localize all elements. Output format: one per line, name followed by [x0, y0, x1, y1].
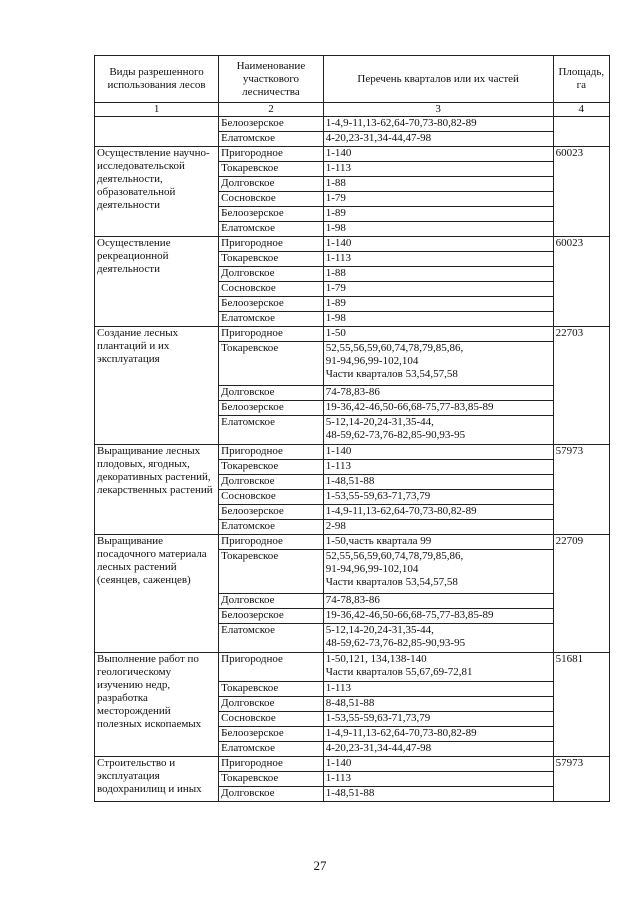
- forestry-cell: Пригородное: [219, 757, 324, 772]
- forestry-cell: Пригородное: [219, 237, 324, 252]
- quarters-cell: [323, 757, 553, 772]
- quarters-line: 1-88: [325, 267, 346, 279]
- use-type-cell: [95, 117, 219, 147]
- area-cell: 60023: [553, 237, 609, 327]
- forestry-cell: Долговское: [219, 386, 324, 401]
- quarters-cell: [323, 594, 553, 609]
- quarters-cell: [323, 147, 553, 162]
- quarters-cell: [323, 653, 553, 682]
- quarters-line: 52,55,56,59,60,74,78,79,85,86,: [325, 342, 464, 354]
- quarters-line: 5-12,14-20,24-31,35-44,: [325, 416, 434, 428]
- quarters-cell: [323, 742, 553, 757]
- quarters-line: 1-48,51-88: [325, 475, 375, 487]
- quarters-line: 91-94,96,99-102,104: [325, 355, 419, 367]
- forestry-cell: Долговское: [219, 697, 324, 712]
- forestry-cell: Белоозерское: [219, 609, 324, 624]
- quarters-line: 1-79: [325, 282, 346, 294]
- quarters-cell: [323, 712, 553, 727]
- quarters-cell: [323, 535, 553, 550]
- table-row: [95, 653, 610, 682]
- forestry-cell: Елатомское: [219, 742, 324, 757]
- quarters-line: 1-113: [325, 252, 352, 264]
- table-row: [95, 327, 610, 342]
- quarters-cell: [323, 787, 553, 802]
- forestry-cell: Сосновское: [219, 282, 324, 297]
- forestry-cell: Токаревское: [219, 682, 324, 697]
- quarters-cell: [323, 386, 553, 401]
- forestry-cell: Долговское: [219, 177, 324, 192]
- quarters-cell: [323, 252, 553, 267]
- use-type-cell: Создание лесных плантаций и их эксплуатация: [95, 327, 219, 445]
- forestry-cell: Белоозерское: [219, 297, 324, 312]
- quarters-cell: [323, 697, 553, 712]
- column-number-row: [95, 103, 610, 117]
- quarters-cell: [323, 416, 553, 445]
- quarters-line: 1-4,9-11,13-62,64-70,73-80,82-89: [325, 117, 477, 129]
- quarters-cell: [323, 207, 553, 222]
- quarters-line: 1-98: [325, 312, 346, 324]
- quarters-cell: [323, 520, 553, 535]
- quarters-line: 1-98: [325, 222, 346, 234]
- quarters-cell: [323, 267, 553, 282]
- quarters-line: 1-53,55-59,63-71,73,79: [325, 712, 431, 724]
- table-row: [95, 757, 610, 772]
- use-type-cell: Строительство и эксплуатация водохранилищ и иных: [95, 757, 219, 802]
- quarters-cell: [323, 505, 553, 520]
- quarters-line: 1-113: [325, 682, 352, 694]
- area-cell: 60023: [553, 147, 609, 237]
- quarters-line: 52,55,56,59,60,74,78,79,85,86,: [325, 550, 464, 562]
- forestry-cell: Токаревское: [219, 550, 324, 594]
- quarters-cell: [323, 297, 553, 312]
- quarters-cell: [323, 445, 553, 460]
- quarters-cell: [323, 162, 553, 177]
- quarters-line: 1-48,51-88: [325, 787, 375, 799]
- use-type-cell: Осуществление рекреационной деятельности: [95, 237, 219, 327]
- quarters-line: 74-78,83-86: [325, 594, 380, 606]
- quarters-line: 8-48,51-88: [325, 697, 375, 709]
- forestry-cell: Пригородное: [219, 445, 324, 460]
- forestry-cell: Белоозерское: [219, 505, 324, 520]
- quarters-cell: [323, 282, 553, 297]
- quarters-line: 1-140: [325, 757, 352, 769]
- quarters-cell: [323, 772, 553, 787]
- quarters-cell: [323, 342, 553, 386]
- quarters-line: 2-98: [325, 520, 346, 532]
- quarters-cell: [323, 117, 553, 132]
- column-number: 3: [323, 103, 553, 117]
- forestry-cell: Долговское: [219, 475, 324, 490]
- quarters-line: 1-140: [325, 147, 352, 159]
- forestry-cell: Токаревское: [219, 162, 324, 177]
- quarters-line: 5-12,14-20,24-31,35-44,: [325, 624, 434, 636]
- forestry-cell: Елатомское: [219, 416, 324, 445]
- table-header-row: [95, 56, 610, 103]
- area-cell: 22709: [553, 535, 609, 653]
- forestry-cell: Долговское: [219, 267, 324, 282]
- header-forestry: Наименование участкового лесничества: [219, 56, 324, 103]
- forestry-cell: Пригородное: [219, 653, 324, 682]
- forestry-cell: Долговское: [219, 787, 324, 802]
- quarters-cell: [323, 312, 553, 327]
- header-use-type: Виды разрешенного использования лесов: [95, 56, 219, 103]
- quarters-line: 1-50,часть квартала 99: [325, 535, 432, 547]
- quarters-cell: [323, 475, 553, 490]
- forestry-cell: Елатомское: [219, 222, 324, 237]
- use-type-cell: Выполнение работ по геологическому изучению недр, разработка месторождений полезных ископаемых: [95, 653, 219, 757]
- column-number: 4: [553, 103, 609, 117]
- forestry-cell: Токаревское: [219, 342, 324, 386]
- table-row: [95, 535, 610, 550]
- quarters-line: 1-53,55-59,63-71,73,79: [325, 490, 431, 502]
- forest-use-table: [94, 55, 610, 802]
- forestry-cell: Токаревское: [219, 252, 324, 267]
- quarters-line: Части кварталов 55,67,69-72,81: [325, 666, 473, 678]
- page-number: 27: [313, 858, 327, 873]
- quarters-line: 1-4,9-11,13-62,64-70,73-80,82-89: [325, 505, 477, 517]
- forestry-cell: Елатомское: [219, 624, 324, 653]
- area-cell: [553, 117, 609, 147]
- forestry-cell: Елатомское: [219, 312, 324, 327]
- forestry-cell: Сосновское: [219, 490, 324, 505]
- forestry-cell: Пригородное: [219, 147, 324, 162]
- header-area: Площадь, га: [553, 56, 609, 103]
- quarters-line: 48-59,62-73,76-82,85-90,93-95: [325, 429, 466, 441]
- quarters-line: 1-113: [325, 162, 352, 174]
- quarters-line: 1-113: [325, 772, 352, 784]
- forestry-cell: Сосновское: [219, 192, 324, 207]
- forestry-cell: Сосновское: [219, 712, 324, 727]
- quarters-cell: [323, 550, 553, 594]
- quarters-line: Части кварталов 53,54,57,58: [325, 368, 458, 380]
- quarters-cell: [323, 327, 553, 342]
- table-row: [95, 117, 610, 132]
- quarters-line: 1-140: [325, 445, 352, 457]
- quarters-line: 1-88: [325, 177, 346, 189]
- quarters-line: 1-50: [325, 327, 346, 339]
- quarters-line: 1-79: [325, 192, 346, 204]
- use-type-cell: Выращивание посадочного материала лесных растений (сеянцев, саженцев): [95, 535, 219, 653]
- quarters-cell: [323, 132, 553, 147]
- quarters-line: 19-36,42-46,50-66,68-75,77-83,85-89: [325, 609, 494, 621]
- header-quarters: Перечень кварталов или их частей: [323, 56, 553, 103]
- quarters-line: 1-140: [325, 237, 352, 249]
- forestry-cell: Токаревское: [219, 460, 324, 475]
- quarters-line: 1-113: [325, 460, 352, 472]
- quarters-cell: [323, 624, 553, 653]
- use-type-cell: Осуществление научно-исследовательской деятельности, образовательной деятельности: [95, 147, 219, 237]
- forestry-cell: Белоозерское: [219, 207, 324, 222]
- forestry-cell: Долговское: [219, 594, 324, 609]
- quarters-cell: [323, 609, 553, 624]
- quarters-line: 91-94,96,99-102,104: [325, 563, 419, 575]
- quarters-line: 4-20,23-31,34-44,47-98: [325, 132, 432, 144]
- area-cell: 57973: [553, 445, 609, 535]
- table-row: [95, 445, 610, 460]
- forestry-cell: Пригородное: [219, 535, 324, 550]
- forestry-cell: Елатомское: [219, 132, 324, 147]
- quarters-line: 4-20,23-31,34-44,47-98: [325, 742, 432, 754]
- quarters-line: 1-89: [325, 207, 346, 219]
- forestry-cell: Белоозерское: [219, 727, 324, 742]
- quarters-cell: [323, 237, 553, 252]
- quarters-cell: [323, 222, 553, 237]
- quarters-cell: [323, 490, 553, 505]
- column-number: 1: [95, 103, 219, 117]
- quarters-line: 1-89: [325, 297, 346, 309]
- forestry-cell: Белоозерское: [219, 401, 324, 416]
- use-type-cell: Выращивание лесных плодовых, ягодных, декоративных растений, лекарственных растений: [95, 445, 219, 535]
- quarters-line: 48-59,62-73,76-82,85-90,93-95: [325, 637, 466, 649]
- forestry-cell: Белоозерское: [219, 117, 324, 132]
- column-number: 2: [219, 103, 324, 117]
- quarters-cell: [323, 682, 553, 697]
- table-row: [95, 237, 610, 252]
- forestry-cell: Елатомское: [219, 520, 324, 535]
- area-cell: 57973: [553, 757, 609, 802]
- quarters-cell: [323, 177, 553, 192]
- forestry-cell: Пригородное: [219, 327, 324, 342]
- forestry-cell: Токаревское: [219, 772, 324, 787]
- quarters-line: 1-50,121, 134,138-140: [325, 653, 427, 665]
- area-cell: 51681: [553, 653, 609, 757]
- quarters-line: 19-36,42-46,50-66,68-75,77-83,85-89: [325, 401, 494, 413]
- area-cell: 22703: [553, 327, 609, 445]
- quarters-cell: [323, 727, 553, 742]
- table-row: [95, 147, 610, 162]
- quarters-line: 74-78,83-86: [325, 386, 380, 398]
- quarters-line: 1-4,9-11,13-62,64-70,73-80,82-89: [325, 727, 477, 739]
- quarters-line: Части кварталов 53,54,57,58: [325, 576, 458, 588]
- table-body: [95, 117, 610, 802]
- quarters-cell: [323, 192, 553, 207]
- quarters-cell: [323, 460, 553, 475]
- quarters-cell: [323, 401, 553, 416]
